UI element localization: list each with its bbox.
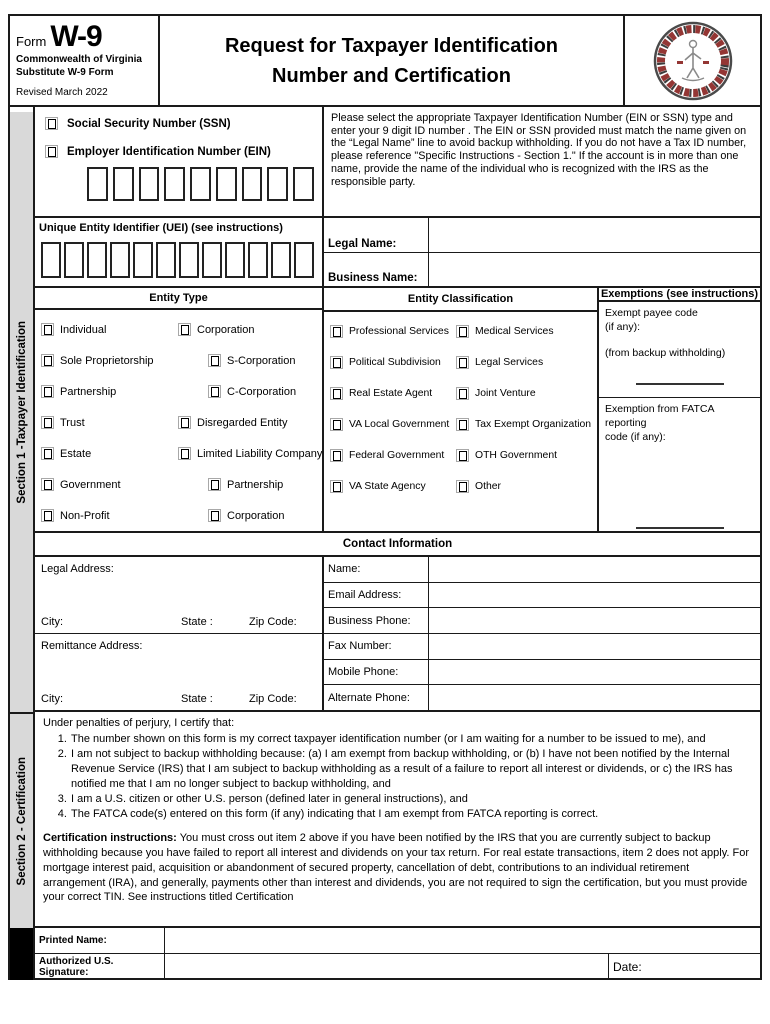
- ein-option: [45, 145, 314, 158]
- form-header: [10, 16, 760, 107]
- legal-address-csz: [41, 616, 318, 628]
- entity-type-grid: [35, 310, 322, 531]
- alternate-phone-label: Alternate Phone:: [324, 685, 429, 710]
- form-title: [160, 16, 625, 105]
- checkbox[interactable]: [41, 416, 54, 429]
- uei-box[interactable]: [156, 242, 176, 278]
- option-label: C-Corporation: [227, 385, 297, 398]
- legal-address-label: Legal Address:: [41, 563, 114, 575]
- fax-field[interactable]: [429, 634, 760, 659]
- signature-label: Authorized U.S. Signature:: [35, 954, 165, 980]
- checkbox[interactable]: [208, 385, 221, 398]
- checkbox[interactable]: [330, 356, 343, 369]
- contact-fields-column: [324, 557, 760, 710]
- fax-label: Fax Number:: [324, 634, 429, 659]
- revision-date: Revised March 2022: [16, 87, 108, 98]
- option-label: Partnership: [227, 478, 284, 491]
- uei-cell: [35, 218, 324, 286]
- option-label: Limited Liability Company: [197, 447, 323, 460]
- mobile-phone-field[interactable]: [429, 660, 760, 685]
- uei-box[interactable]: [87, 242, 107, 278]
- contact-field-business-phone: [324, 608, 760, 634]
- checkbox[interactable]: [41, 478, 54, 491]
- entity-type-header: Entity Type: [35, 288, 322, 310]
- legal-name-label: Legal Name:: [324, 218, 429, 252]
- classification-option-oth-government: [456, 449, 597, 462]
- uei-box[interactable]: [64, 242, 84, 278]
- option-label: Federal Government: [349, 450, 445, 461]
- checkbox[interactable]: [330, 325, 343, 338]
- signature-row: [35, 954, 760, 980]
- certification-item-3: 3. I am a U.S. citizen or other U.S. person (defined later in general instructions), and: [70, 792, 750, 807]
- uei-boxes: [41, 242, 318, 278]
- section-sidebar: [10, 107, 35, 980]
- business-phone-label: Business Phone:: [324, 608, 429, 633]
- option-label: Estate: [60, 447, 92, 460]
- printed-name-field[interactable]: [165, 928, 760, 953]
- certification-text-cell: [35, 712, 760, 928]
- legal-address-cell[interactable]: [35, 557, 322, 634]
- tin-digit-box[interactable]: [87, 167, 108, 201]
- option-label: Legal Services: [475, 357, 544, 368]
- section2-label: Section 2 - Certification: [15, 756, 28, 886]
- option-label: Partnership: [60, 385, 117, 398]
- classification-option-va-local-government: [330, 418, 456, 431]
- certification-instructions-text: You must cross out item 2 above if you have been notified by the IRS that you are currently subject to backup withholding because you have failed to report all interest and dividends on your tax return. For real estate transactions, item 2 does not apply. For mortgage interest paid, acquisition or abandonment of secured property, cancellation of debt, contributions to an individual retirement arrangement (IRA), and generally, payments other than interest and dividends, you are not required to sign the certification, but you must provide your correct TIN. See instructions titled Certification: [43, 831, 750, 904]
- checkbox[interactable]: [208, 478, 221, 491]
- classification-option-federal-government: [330, 449, 456, 462]
- sidebar-black-block: [10, 928, 33, 980]
- classification-option-political-subdivision: [330, 356, 456, 369]
- checkbox[interactable]: [330, 418, 343, 431]
- form-body: [10, 107, 760, 980]
- ein-checkbox[interactable]: [45, 145, 58, 158]
- option-label: Medical Services: [475, 326, 554, 337]
- certification-item-1: 1. The number shown on this form is my correct taxpayer identification number (or I am waiting for a number to be issued to me), and: [70, 732, 750, 747]
- uei-label: Unique Entity Identifier (UEI) (see instructions): [39, 222, 283, 234]
- checkbox[interactable]: [456, 449, 469, 462]
- classification-option-medical-services: [456, 325, 597, 338]
- certification-instructions: [43, 831, 750, 906]
- option-label: VA State Agency: [349, 481, 426, 492]
- perjury-intro: Under penalties of perjury, I certify that:: [43, 717, 235, 729]
- form-title-line2: Number and Certification: [272, 64, 511, 87]
- entity-type-option-individual: [41, 323, 178, 336]
- checkbox[interactable]: [456, 418, 469, 431]
- entity-type-option-trust: [41, 416, 178, 429]
- checkbox[interactable]: [456, 325, 469, 338]
- certification-item-4: 4. The FATCA code(s) entered on this form (if any) indicating that I am exempt from FATCA reporting is correct.: [70, 807, 750, 822]
- entity-type-option-s-corporation: [178, 354, 322, 367]
- checkbox[interactable]: [41, 447, 54, 460]
- virginia-state-seal-icon: [652, 20, 734, 102]
- business-name-field[interactable]: [429, 253, 760, 287]
- checkbox[interactable]: [41, 509, 54, 522]
- contact-field-name: [324, 557, 760, 583]
- classification-option-real-estate-agent: [330, 387, 456, 400]
- tin-instructions: Please select the appropriate Taxpayer Identification Number (EIN or SSN) type and enter your 9 digit ID number . The EIN or SSN provided must match the name given on the “Legal Name” line to avoid backup withholding. If you do not have a Tax ID number, please reference "Specific Instructions - Section 1." If the account is in more than one name, provide the name of the individual who is recognized with the IRS as the responsible party.: [331, 112, 747, 188]
- section1-sidebar: [10, 112, 33, 712]
- tin-digit-box[interactable]: [293, 167, 314, 201]
- option-label: Sole Proprietorship: [60, 354, 154, 367]
- option-label: OTH Government: [475, 450, 557, 461]
- fatca-cell: [599, 398, 760, 533]
- tin-selection-cell: [35, 107, 324, 216]
- checkbox[interactable]: [41, 385, 54, 398]
- mobile-phone-label: Mobile Phone:: [324, 660, 429, 685]
- option-label: S-Corporation: [227, 354, 296, 367]
- exempt-payee-cell: [599, 302, 760, 398]
- option-label: Real Estate Agent: [349, 388, 433, 399]
- classification-option-legal-services: [456, 356, 597, 369]
- exemptions-header: Exemptions (see instructions): [600, 288, 759, 300]
- form-id-block: [10, 16, 160, 105]
- checkbox[interactable]: [330, 480, 343, 493]
- entity-type-option-corporation: [178, 323, 322, 336]
- checkbox[interactable]: [178, 416, 191, 429]
- checkbox[interactable]: [41, 323, 54, 336]
- tin-digit-box[interactable]: [267, 167, 288, 201]
- checkbox[interactable]: [330, 387, 343, 400]
- fatca-line2: code (if any):: [605, 431, 666, 444]
- option-label: Government: [60, 478, 121, 491]
- tin-digit-box[interactable]: [242, 167, 263, 201]
- exempt-payee-code-field[interactable]: [636, 361, 724, 385]
- name-field[interactable]: [429, 557, 760, 582]
- state-label: State :: [181, 693, 213, 705]
- contact-field-fax: [324, 634, 760, 660]
- remittance-address-cell[interactable]: [35, 634, 322, 710]
- option-label: Trust: [60, 416, 85, 429]
- date-label: Date:: [613, 960, 642, 974]
- uei-box[interactable]: [41, 242, 61, 278]
- option-label: Disregarded Entity: [197, 416, 288, 429]
- email-field[interactable]: [429, 583, 760, 608]
- option-label: Other: [475, 481, 501, 492]
- option-label: Non-Profit: [60, 509, 110, 522]
- entity-type-option-non-profit: [41, 509, 178, 522]
- tin-digit-box[interactable]: [164, 167, 185, 201]
- entity-type-option-sole-proprietorship: [41, 354, 178, 367]
- tin-digit-box[interactable]: [216, 167, 237, 201]
- tin-row: [35, 107, 760, 218]
- org-line2: Substitute W-9 Form: [16, 66, 114, 78]
- checkbox[interactable]: [208, 509, 221, 522]
- city-label: City:: [41, 693, 63, 705]
- entity-type-option-estate: [41, 447, 178, 460]
- option-label: Tax Exempt Organization: [475, 419, 592, 430]
- alternate-phone-field[interactable]: [429, 685, 760, 710]
- classification-option-professional-services: [330, 325, 456, 338]
- fatca-line1: Exemption from FATCA reporting: [605, 403, 714, 430]
- entity-type-option-disregarded-entity: [178, 416, 322, 429]
- option-label: Corporation: [197, 323, 255, 336]
- entity-classification-column: [324, 288, 599, 531]
- certification-item-2: 2. I am not subject to backup withholding because: (a) I am exempt from backup withholding, or (b) I have not been notified by the Internal Revenue Service (IRS) that I am subject to backup withholding as a result of a failure to report all interest or dividends, or c) the IRS has notified me that I am no longer subject to backup withholding, and: [70, 747, 750, 792]
- remittance-address-csz: [41, 693, 318, 705]
- uei-names-row: [35, 218, 760, 288]
- option-label: Joint Venture: [475, 388, 536, 399]
- checkbox[interactable]: [330, 449, 343, 462]
- certification-list: [43, 732, 750, 822]
- address-column: [35, 557, 324, 710]
- business-name-label: Business Name:: [324, 253, 429, 287]
- name-label: Name:: [324, 557, 429, 582]
- section2-sidebar: [10, 712, 33, 928]
- checkbox[interactable]: [178, 447, 191, 460]
- entity-type-option-llc: [178, 447, 322, 460]
- checkbox[interactable]: [456, 480, 469, 493]
- checkbox[interactable]: [178, 323, 191, 336]
- state-label: State :: [181, 616, 213, 628]
- legal-name-field[interactable]: [429, 218, 760, 252]
- zip-label: Zip Code:: [249, 616, 297, 628]
- entity-type-option-corporation-2: [178, 509, 322, 522]
- checkbox[interactable]: [456, 356, 469, 369]
- entity-classification-grid: [324, 312, 597, 502]
- contact-field-mobile: [324, 660, 760, 686]
- exempt-payee-line3: (from backup withholding): [605, 347, 726, 360]
- form-word: Form: [16, 34, 47, 49]
- w9-form: [8, 14, 762, 980]
- ein-label: Employer Identification Number (EIN): [67, 145, 271, 158]
- printed-name-row: [35, 928, 760, 954]
- option-label: Political Subdivision: [349, 357, 441, 368]
- seal-cell: [625, 16, 760, 105]
- checkbox[interactable]: [41, 354, 54, 367]
- exempt-payee-line2: (if any):: [605, 321, 641, 334]
- entity-type-column: [35, 288, 324, 531]
- date-cell: [608, 954, 760, 980]
- uei-box[interactable]: [294, 242, 314, 278]
- contact-field-alternate: [324, 685, 760, 710]
- uei-box[interactable]: [179, 242, 199, 278]
- signature-field[interactable]: [165, 954, 608, 980]
- form-title-line1: Request for Taxpayer Identification: [224, 34, 559, 57]
- ssn-option: [45, 117, 314, 130]
- tin-digit-boxes: [87, 167, 314, 201]
- form-number: W-9: [50, 20, 102, 53]
- certification-instructions-label: Certification instructions:: [43, 831, 177, 844]
- contact-field-email: [324, 583, 760, 609]
- classification-option-other: [456, 480, 597, 493]
- legal-name-row: [324, 218, 760, 253]
- contact-row: [35, 557, 760, 712]
- classification-option-joint-venture: [456, 387, 597, 400]
- uei-box[interactable]: [225, 242, 245, 278]
- business-phone-field[interactable]: [429, 608, 760, 633]
- uei-box[interactable]: [202, 242, 222, 278]
- option-label: Individual: [60, 323, 107, 336]
- ssn-checkbox[interactable]: [45, 117, 58, 130]
- entity-classification-header: Entity Classification: [324, 288, 597, 312]
- uei-box[interactable]: [133, 242, 153, 278]
- uei-box[interactable]: [248, 242, 268, 278]
- printed-name-label: Printed Name:: [35, 928, 165, 953]
- option-label: Corporation: [227, 509, 285, 522]
- business-name-row: [324, 253, 760, 287]
- option-label: Professional Services: [349, 326, 449, 337]
- entity-type-option-c-corporation: [178, 385, 322, 398]
- entity-type-option-partnership: [41, 385, 178, 398]
- uei-box[interactable]: [271, 242, 291, 278]
- email-label: Email Address:: [324, 583, 429, 608]
- checkbox[interactable]: [456, 387, 469, 400]
- classification-option-tax-exempt-organization: [456, 418, 597, 431]
- tin-digit-box[interactable]: [190, 167, 211, 201]
- form-content: [35, 107, 760, 980]
- remittance-address-label: Remittance Address:: [41, 640, 143, 652]
- section1-label: Section 1 -Taxpayer Identification: [15, 320, 28, 504]
- zip-label: Zip Code:: [249, 693, 297, 705]
- entity-type-option-partnership-2: [178, 478, 322, 491]
- tin-digit-box[interactable]: [113, 167, 134, 201]
- contact-information-header: Contact Information: [35, 533, 760, 557]
- checkbox[interactable]: [208, 354, 221, 367]
- ssn-label: Social Security Number (SSN): [67, 117, 231, 130]
- names-column: [324, 218, 760, 286]
- exempt-payee-line1: Exempt payee code: [605, 307, 698, 319]
- uei-box[interactable]: [110, 242, 130, 278]
- classification-option-va-state-agency: [330, 480, 456, 493]
- org-line1: Commonwealth of Virginia: [16, 54, 142, 65]
- tin-digit-box[interactable]: [139, 167, 160, 201]
- entity-row: [35, 288, 760, 533]
- fatca-code-field[interactable]: [636, 503, 724, 529]
- exemptions-column: [599, 288, 760, 531]
- city-label: City:: [41, 616, 63, 628]
- entity-type-option-government: [41, 478, 178, 491]
- option-label: VA Local Government: [349, 419, 450, 430]
